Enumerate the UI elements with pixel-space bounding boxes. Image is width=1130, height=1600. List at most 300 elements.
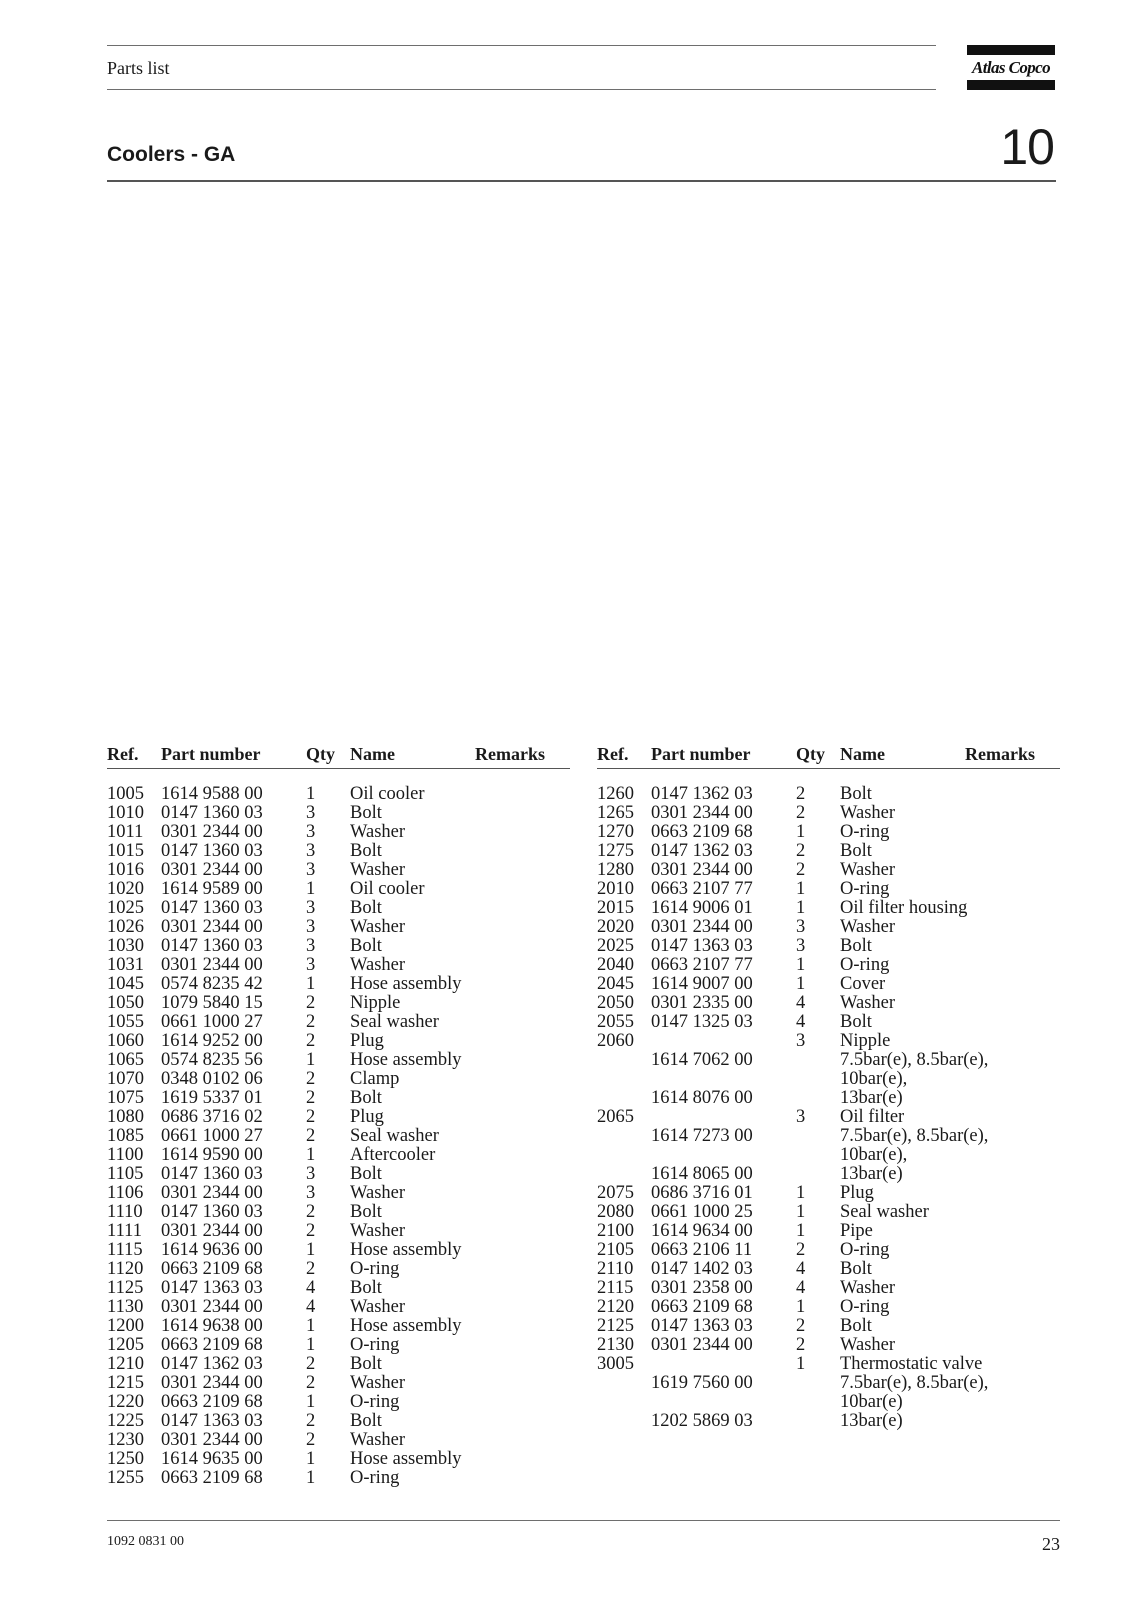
ref-cell: 2015 (597, 898, 634, 918)
part-number-cell: 1614 9638 00 (161, 1316, 263, 1336)
ref-cell: 2020 (597, 917, 634, 937)
qty-cell: 3 (306, 860, 316, 880)
table-row (597, 785, 1060, 804)
name-cell: Washer (350, 1297, 406, 1317)
part-number-cell: 1202 5869 03 (651, 1411, 753, 1431)
name-cell: Hose assembly (350, 974, 462, 994)
part-number-cell: 1614 7062 00 (651, 1050, 753, 1070)
ref-cell: 1100 (107, 1145, 144, 1165)
ref-cell: 1270 (597, 822, 634, 842)
part-number-cell: 1614 9007 00 (651, 974, 753, 994)
name-cell: Bolt (350, 1354, 382, 1374)
table-row (597, 1203, 1060, 1222)
table-row (597, 1089, 1060, 1108)
part-number-cell: 1619 7560 00 (651, 1373, 753, 1393)
qty-cell: 3 (306, 936, 316, 956)
ref-cell: 2065 (597, 1107, 634, 1127)
table-row (107, 956, 570, 975)
part-number-cell: 1614 9590 00 (161, 1145, 263, 1165)
ref-cell: 1210 (107, 1354, 144, 1374)
qty-cell: 3 (306, 955, 316, 975)
name-cell: 13bar(e) (840, 1088, 903, 1108)
table-row (107, 1127, 570, 1146)
ref-cell: 1230 (107, 1430, 144, 1450)
col-header-remarks: Remarks (475, 744, 545, 764)
ref-cell: 2075 (597, 1183, 634, 1203)
name-cell: Washer (350, 1183, 406, 1203)
ref-cell: 1065 (107, 1050, 144, 1070)
ref-cell: 1125 (107, 1278, 144, 1298)
name-cell: Hose assembly (350, 1449, 462, 1469)
ref-cell: 1010 (107, 803, 144, 823)
ref-cell: 2010 (597, 879, 634, 899)
ref-cell: 2130 (597, 1335, 634, 1355)
name-cell: Bolt (840, 936, 872, 956)
table-row (597, 1336, 1060, 1355)
ref-cell: 1260 (597, 784, 634, 804)
ref-cell: 1205 (107, 1335, 144, 1355)
table-row (597, 861, 1060, 880)
part-number-cell: 0663 2107 77 (651, 879, 753, 899)
qty-cell: 2 (306, 1126, 316, 1146)
part-number-cell: 0301 2344 00 (161, 1221, 263, 1241)
col-header-ref: Ref. (107, 744, 139, 764)
ref-cell: 1005 (107, 784, 144, 804)
col-header-ref: Ref. (597, 744, 629, 764)
part-number-cell: 0147 1360 03 (161, 1202, 263, 1222)
table-row (597, 1279, 1060, 1298)
ref-cell: 1075 (107, 1088, 144, 1108)
name-cell: Seal washer (350, 1012, 439, 1032)
part-number-cell: 1614 9636 00 (161, 1240, 263, 1260)
table-row (597, 1317, 1060, 1336)
name-cell: Bolt (840, 784, 872, 804)
qty-cell: 4 (306, 1278, 316, 1298)
ref-cell: 1110 (107, 1202, 143, 1222)
qty-cell: 2 (796, 860, 806, 880)
table-row (597, 1108, 1060, 1127)
title-rule (107, 180, 1056, 182)
part-number-cell: 1614 9252 00 (161, 1031, 263, 1051)
part-number-cell: 1079 5840 15 (161, 993, 263, 1013)
name-cell: 10bar(e), (840, 1069, 908, 1089)
name-cell: Bolt (350, 936, 382, 956)
ref-cell: 2040 (597, 955, 634, 975)
qty-cell: 2 (796, 803, 806, 823)
ref-cell: 1215 (107, 1373, 144, 1393)
qty-cell: 2 (796, 1240, 806, 1260)
part-number-cell: 1614 9006 01 (651, 898, 753, 918)
part-number-cell: 0301 2344 00 (161, 860, 263, 880)
name-cell: O-ring (840, 1240, 890, 1260)
table-row (107, 880, 570, 899)
qty-cell: 3 (306, 822, 316, 842)
table-body-right (597, 785, 1060, 1431)
table-row (597, 1146, 1060, 1165)
table-row (597, 975, 1060, 994)
table-row (597, 899, 1060, 918)
qty-cell: 1 (796, 974, 806, 994)
header-label: Parts list (107, 58, 170, 78)
name-cell: O-ring (840, 955, 890, 975)
name-cell: O-ring (350, 1335, 400, 1355)
qty-cell: 1 (306, 1050, 316, 1070)
qty-cell: 3 (306, 1164, 316, 1184)
qty-cell: 2 (306, 1202, 316, 1222)
part-number-cell: 0301 2344 00 (651, 1335, 753, 1355)
name-cell: Washer (350, 1373, 406, 1393)
name-cell: Washer (350, 1430, 406, 1450)
table-row (107, 899, 570, 918)
part-number-cell: 0301 2335 00 (651, 993, 753, 1013)
part-number-cell: 0301 2344 00 (161, 1297, 263, 1317)
qty-cell: 4 (796, 1259, 806, 1279)
name-cell: Washer (840, 860, 896, 880)
ref-cell: 2120 (597, 1297, 634, 1317)
part-number-cell: 0301 2344 00 (651, 917, 753, 937)
name-cell: Bolt (350, 841, 382, 861)
qty-cell: 1 (306, 1316, 316, 1336)
table-row (597, 1355, 1060, 1374)
qty-cell: 3 (796, 1107, 806, 1127)
part-number-cell: 1614 8065 00 (651, 1164, 753, 1184)
table-row (597, 1260, 1060, 1279)
ref-cell: 1120 (107, 1259, 144, 1279)
ref-cell: 1085 (107, 1126, 144, 1146)
table-row (107, 804, 570, 823)
ref-cell: 1220 (107, 1392, 144, 1412)
part-number-cell: 0574 8235 56 (161, 1050, 263, 1070)
name-cell: Washer (350, 822, 406, 842)
qty-cell: 2 (306, 1012, 316, 1032)
qty-cell: 1 (306, 1240, 316, 1260)
name-cell: Thermostatic valve (840, 1354, 983, 1374)
part-number-cell: 0663 2107 77 (651, 955, 753, 975)
qty-cell: 4 (306, 1297, 316, 1317)
table-row (597, 804, 1060, 823)
table-row (107, 861, 570, 880)
parts-table-left (107, 745, 570, 1488)
footer-rule (107, 1520, 1060, 1521)
qty-cell: 2 (306, 1107, 316, 1127)
part-number-cell: 1614 9635 00 (161, 1449, 263, 1469)
ref-cell: 2045 (597, 974, 634, 994)
name-cell: 7.5bar(e), 8.5bar(e), (840, 1373, 989, 1393)
qty-cell: 1 (796, 955, 806, 975)
table-row (107, 1222, 570, 1241)
part-number-cell: 0147 1325 03 (651, 1012, 753, 1032)
name-cell: Bolt (840, 1012, 872, 1032)
table-row (107, 1393, 570, 1412)
table-row (107, 1317, 570, 1336)
table-row (597, 1393, 1060, 1412)
table-row (597, 1184, 1060, 1203)
qty-cell: 2 (306, 993, 316, 1013)
ref-cell: 1280 (597, 860, 634, 880)
qty-cell: 3 (796, 1031, 806, 1051)
table-row (107, 1241, 570, 1260)
name-cell: Nipple (840, 1031, 891, 1051)
qty-cell: 1 (796, 1183, 806, 1203)
part-number-cell: 0686 3716 01 (651, 1183, 753, 1203)
part-number-cell: 1614 7273 00 (651, 1126, 753, 1146)
ref-cell: 1225 (107, 1411, 144, 1431)
name-cell: 10bar(e) (840, 1392, 903, 1412)
ref-cell: 2110 (597, 1259, 634, 1279)
col-header-part-number: Part number (651, 744, 751, 764)
table-row (107, 937, 570, 956)
ref-cell: 1275 (597, 841, 634, 861)
ref-cell: 1130 (107, 1297, 144, 1317)
name-cell: 7.5bar(e), 8.5bar(e), (840, 1050, 989, 1070)
ref-cell: 1050 (107, 993, 144, 1013)
part-number-cell: 0348 0102 06 (161, 1069, 263, 1089)
name-cell: Bolt (840, 1259, 872, 1279)
col-header-qty: Qty (796, 744, 825, 764)
qty-cell: 2 (306, 1069, 316, 1089)
part-number-cell: 0301 2358 00 (651, 1278, 753, 1298)
part-number-cell: 0301 2344 00 (651, 860, 753, 880)
ref-cell: 1025 (107, 898, 144, 918)
name-cell: Washer (840, 803, 896, 823)
part-number-cell: 0301 2344 00 (651, 803, 753, 823)
table-row (107, 1260, 570, 1279)
name-cell: Oil cooler (350, 784, 425, 804)
name-cell: Nipple (350, 993, 401, 1013)
table-row (597, 1374, 1060, 1393)
qty-cell: 1 (796, 822, 806, 842)
part-number-cell: 0147 1360 03 (161, 841, 263, 861)
qty-cell: 1 (306, 1468, 316, 1488)
ref-cell: 1106 (107, 1183, 144, 1203)
name-cell: Seal washer (350, 1126, 439, 1146)
table-row (107, 1431, 570, 1450)
qty-cell: 2 (796, 1335, 806, 1355)
qty-cell: 1 (796, 898, 806, 918)
qty-cell: 4 (796, 993, 806, 1013)
table-row (597, 994, 1060, 1013)
name-cell: Cover (840, 974, 886, 994)
logo-top-bar (967, 45, 1055, 55)
name-cell: Washer (840, 917, 896, 937)
part-number-cell: 0301 2344 00 (161, 1373, 263, 1393)
qty-cell: 1 (306, 1392, 316, 1412)
page-number: 23 (1042, 1534, 1060, 1554)
qty-cell: 1 (796, 1202, 806, 1222)
name-cell: Bolt (350, 803, 382, 823)
qty-cell: 1 (306, 879, 316, 899)
logo-bottom-bar (967, 80, 1055, 90)
name-cell: Washer (350, 860, 406, 880)
name-cell: Washer (350, 955, 406, 975)
ref-cell: 1015 (107, 841, 144, 861)
qty-cell: 3 (306, 841, 316, 861)
table-row (107, 1412, 570, 1431)
name-cell: Plug (350, 1031, 384, 1051)
part-number-cell: 0663 2109 68 (651, 1297, 753, 1317)
name-cell: O-ring (350, 1259, 400, 1279)
table-row (107, 1146, 570, 1165)
table-row (107, 1203, 570, 1222)
name-cell: Bolt (350, 1411, 382, 1431)
table-header (597, 745, 1060, 769)
part-number-cell: 0301 2344 00 (161, 955, 263, 975)
table-row (597, 1165, 1060, 1184)
qty-cell: 1 (796, 1354, 806, 1374)
qty-cell: 2 (796, 784, 806, 804)
table-row (107, 1108, 570, 1127)
part-number-cell: 0147 1360 03 (161, 898, 263, 918)
part-number-cell: 0663 2109 68 (161, 1468, 263, 1488)
table-row (107, 1298, 570, 1317)
col-header-name: Name (840, 744, 885, 764)
table-row (597, 1298, 1060, 1317)
ref-cell: 1105 (107, 1164, 144, 1184)
col-header-qty: Qty (306, 744, 335, 764)
part-number-cell: 0574 8235 42 (161, 974, 263, 994)
qty-cell: 4 (796, 1012, 806, 1032)
logo-wordmark: Atlas Copco (972, 58, 1050, 77)
table-row (107, 1032, 570, 1051)
table-row (107, 994, 570, 1013)
name-cell: Bolt (350, 1278, 382, 1298)
qty-cell: 1 (306, 1449, 316, 1469)
table-row (597, 1127, 1060, 1146)
table-row (107, 842, 570, 861)
qty-cell: 2 (796, 841, 806, 861)
part-number-cell: 1614 9634 00 (651, 1221, 753, 1241)
table-row (107, 1469, 570, 1488)
name-cell: Bolt (840, 1316, 872, 1336)
part-number-cell: 0661 1000 25 (651, 1202, 753, 1222)
ref-cell: 2100 (597, 1221, 634, 1241)
document-number: 1092 0831 00 (107, 1534, 184, 1549)
ref-cell: 1045 (107, 974, 144, 994)
qty-cell: 2 (306, 1259, 316, 1279)
ref-cell: 1055 (107, 1012, 144, 1032)
table-row (597, 937, 1060, 956)
name-cell: Clamp (350, 1069, 400, 1089)
name-cell: Oil filter housing (840, 898, 968, 918)
table-header (107, 745, 570, 769)
name-cell: O-ring (840, 822, 890, 842)
table-row (107, 823, 570, 842)
name-cell: O-ring (840, 1297, 890, 1317)
name-cell: 7.5bar(e), 8.5bar(e), (840, 1126, 989, 1146)
ref-cell: 2080 (597, 1202, 634, 1222)
table-row (597, 1222, 1060, 1241)
qty-cell: 1 (306, 1335, 316, 1355)
part-number-cell: 0663 2109 68 (161, 1392, 263, 1412)
table-row (107, 1070, 570, 1089)
ref-cell: 1115 (107, 1240, 143, 1260)
name-cell: Washer (350, 917, 406, 937)
part-number-cell: 1614 9588 00 (161, 784, 263, 804)
table-row (597, 1013, 1060, 1032)
ref-cell: 1030 (107, 936, 144, 956)
name-cell: Bolt (350, 898, 382, 918)
part-number-cell: 1614 9589 00 (161, 879, 263, 899)
part-number-cell: 0663 2109 68 (161, 1259, 263, 1279)
table-row (107, 1450, 570, 1469)
ref-cell: 1070 (107, 1069, 144, 1089)
qty-cell: 2 (306, 1373, 316, 1393)
name-cell: O-ring (840, 879, 890, 899)
ref-cell: 1080 (107, 1107, 144, 1127)
table-row (107, 1165, 570, 1184)
qty-cell: 1 (306, 784, 316, 804)
table-row (107, 785, 570, 804)
qty-cell: 1 (306, 1145, 316, 1165)
name-cell: Hose assembly (350, 1050, 462, 1070)
part-number-cell: 0663 2106 11 (651, 1240, 753, 1260)
ref-cell: 1026 (107, 917, 144, 937)
name-cell: Washer (840, 993, 896, 1013)
ref-cell: 1060 (107, 1031, 144, 1051)
section-title: Coolers - GA (107, 143, 236, 166)
name-cell: Aftercooler (350, 1145, 436, 1165)
ref-cell: 1265 (597, 803, 634, 823)
part-number-cell: 0686 3716 02 (161, 1107, 263, 1127)
name-cell: Bolt (840, 841, 872, 861)
name-cell: 13bar(e) (840, 1164, 903, 1184)
name-cell: Plug (840, 1183, 874, 1203)
part-number-cell: 0147 1360 03 (161, 936, 263, 956)
table-row (597, 956, 1060, 975)
part-number-cell: 1619 5337 01 (161, 1088, 263, 1108)
table-row (107, 918, 570, 937)
name-cell: Oil filter (840, 1107, 905, 1127)
part-number-cell: 0147 1363 03 (651, 1316, 753, 1336)
name-cell: Washer (350, 1221, 406, 1241)
ref-cell: 2050 (597, 993, 634, 1013)
parts-table-right (597, 745, 1060, 1431)
name-cell: Plug (350, 1107, 384, 1127)
name-cell: Bolt (350, 1088, 382, 1108)
table-row (597, 1070, 1060, 1089)
part-number-cell: 0301 2344 00 (161, 1183, 263, 1203)
part-number-cell: 0147 1402 03 (651, 1259, 753, 1279)
qty-cell: 3 (796, 936, 806, 956)
ref-cell: 1011 (107, 822, 144, 842)
name-cell: Hose assembly (350, 1240, 462, 1260)
qty-cell: 2 (306, 1354, 316, 1374)
ref-cell: 2105 (597, 1240, 634, 1260)
table-row (107, 1279, 570, 1298)
ref-cell: 2055 (597, 1012, 634, 1032)
name-cell: O-ring (350, 1392, 400, 1412)
qty-cell: 2 (796, 1316, 806, 1336)
name-cell: Washer (840, 1278, 896, 1298)
table-row (597, 880, 1060, 899)
qty-cell: 2 (306, 1221, 316, 1241)
header-top-rule (107, 45, 936, 46)
table-row (597, 842, 1060, 861)
part-number-cell: 0661 1000 27 (161, 1012, 263, 1032)
ref-cell: 2060 (597, 1031, 634, 1051)
qty-cell: 2 (306, 1031, 316, 1051)
col-header-part-number: Part number (161, 744, 261, 764)
part-number-cell: 0661 1000 27 (161, 1126, 263, 1146)
name-cell: Pipe (840, 1221, 873, 1241)
ref-cell: 1020 (107, 879, 144, 899)
part-number-cell: 0147 1362 03 (161, 1354, 263, 1374)
name-cell: Washer (840, 1335, 896, 1355)
part-number-cell: 0301 2344 00 (161, 917, 263, 937)
table-row (107, 975, 570, 994)
table-row (107, 1374, 570, 1393)
name-cell: Hose assembly (350, 1316, 462, 1336)
